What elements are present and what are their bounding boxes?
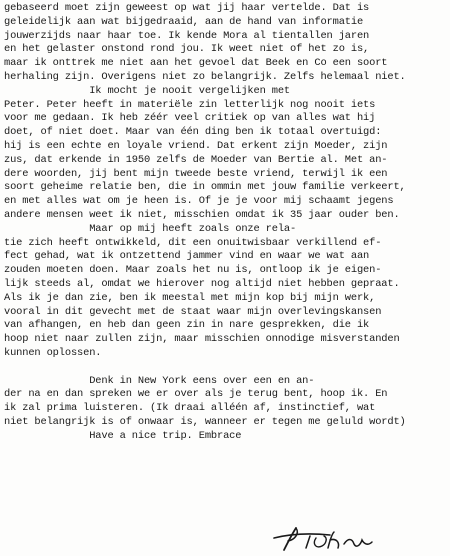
text-line: voor me gedaan. Ik heb zéér veel critiek op van alles wat hij <box>4 112 376 125</box>
text-line: geleidelijk aan wat bijgedraaid, aan de hand van informatie <box>4 15 364 28</box>
text-line: gebaseerd moet zijn geweest op wat jij haar vertelde. Dat is <box>4 2 370 14</box>
text-line: Als ik je dan zie, ben ik meestal met mijn kop bij mijn werk, <box>4 291 376 304</box>
text-line: Ik mocht je nooit vergelijken met <box>4 84 291 97</box>
text-line: der na en dan spreken we er over als je terug bent, hoop ik. En <box>4 388 388 401</box>
text-line: maar ik onttrek me niet aan het gevoel dat Beek en Co een soort <box>4 57 388 70</box>
paragraph-3 <box>4 223 448 361</box>
text-line: jouwerzijds naar haar toe. Ik kende Mora al tientallen jaren <box>4 29 370 42</box>
text-line: en met alles wat om je heen is. Of je je voor mij schaamt jegens <box>4 195 394 208</box>
text-line: zouden moeten doen. Maar zoals het nu is, ontloop ik je eigen- <box>4 264 382 277</box>
text-line: ik zal prima luisteren. (Ik draai alléén af, instinctief, wat <box>4 402 376 415</box>
text-line: soort geheime relatie ben, die in ommin met jouw familie verkeert, <box>4 181 406 194</box>
paragraph-2 <box>4 85 448 223</box>
text-line: en het gelaster onstond rond jou. Ik weet niet of het zo is, <box>4 43 370 56</box>
signature-scribble <box>270 524 380 554</box>
text-line: kunnen oplossen. <box>4 346 102 359</box>
text-line: hij is een echte en loyale vriend. Dat erkent zijn Moeder, zijn <box>4 139 388 152</box>
text-line: dere woorden, jij bent mijn tweede beste vriend, terwijl ik een <box>4 167 388 180</box>
paragraph-4 <box>4 375 448 430</box>
letter-body <box>4 2 448 444</box>
text-line: herhaling zijn. Overigens niet zo belangrijk. Zelfs helemaal niet. <box>4 70 406 83</box>
closing-line: Have a nice trip. Embrace <box>4 429 242 442</box>
text-line: van afhangen, en heb dan geen zin in nare gesprekken, die ik <box>4 319 370 332</box>
text-line: vooral in dit gevecht met de staat waar mijn overlevingskansen <box>4 305 382 318</box>
text-line: fect gehad, wat ik ontzettend jammer vind en waar we wat aan <box>4 250 370 263</box>
handwritten-signature <box>270 524 380 554</box>
text-line: tie zich heeft ontwikkeld, dit een onuitwisbaar verkillend ef- <box>4 236 382 249</box>
text-line: lijk steeds al, omdat we hierover nog altijd niet hebben gepraat. <box>4 277 400 290</box>
text-line: Maar op mij heeft zoals onze rela- <box>4 222 297 235</box>
text-line: Denk in New York eens over een en an- <box>4 374 315 387</box>
paragraph-spacer <box>4 361 448 375</box>
text-line: andere mensen weet ik niet, misschien omdat ik 35 jaar ouder ben. <box>4 208 400 221</box>
paragraph-1 <box>4 2 448 85</box>
paragraph-5 <box>4 430 448 444</box>
text-line: doet, of niet doet. Maar van één ding ben ik totaal overtuigd: <box>4 126 382 139</box>
text-line: Peter. Peter heeft in materiële zin letterlijk nog nooit iets <box>4 98 376 111</box>
text-line: zus, dat erkende in 1950 zelfs de Moeder van Bertie al. Met an- <box>4 153 388 166</box>
text-line: niet belangrijk is of onwaar is, wanneer er tegen me geluld wordt) <box>4 415 406 428</box>
text-line: hoop niet naar zullen zijn, maar misschien onnodige misverstanden <box>4 333 400 346</box>
